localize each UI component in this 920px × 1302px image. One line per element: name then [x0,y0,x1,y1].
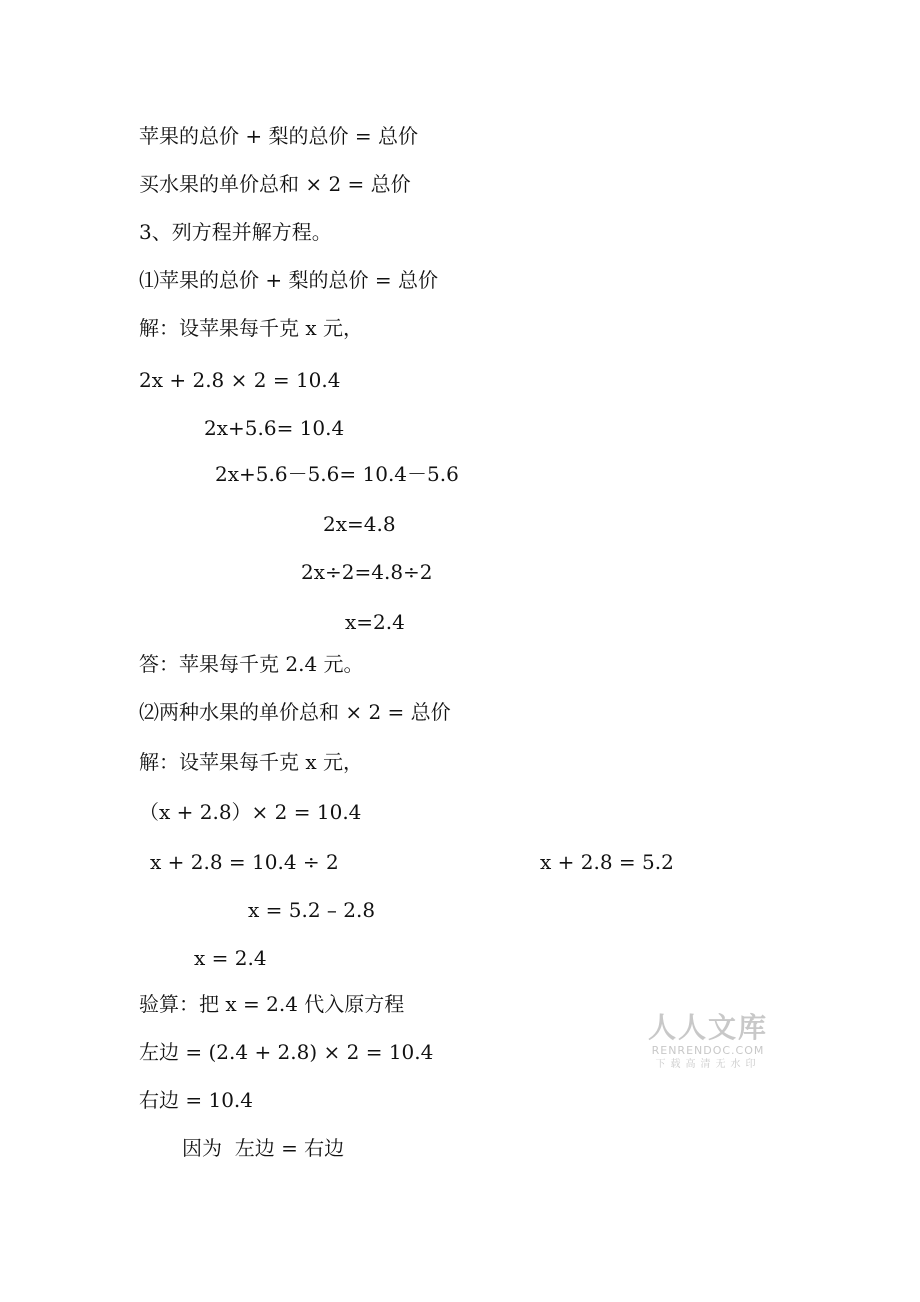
method-1-equation: 2x + 2.8 × 2 = 10.4 [139,368,341,392]
check-left-side: 左边 = (2.4 + 2.8) × 2 = 10.4 [139,1040,434,1064]
check-heading: 验算：把 x = 2.4 代入原方程 [139,992,405,1016]
check-conclusion: 因为 左边 = 右边 [182,1136,345,1160]
method-1-heading: ⑴苹果的总价 + 梨的总价 = 总价 [139,268,438,292]
method-1-step-3: 2x=4.8 [323,512,396,536]
method-1-step-4: 2x÷2=4.8÷2 [301,560,433,584]
method-2-step-3: x = 5.2 – 2.8 [248,898,376,922]
watermark-logo [642,1012,774,1072]
text-line-1: 苹果的总价 + 梨的总价 = 总价 [139,124,418,148]
check-right-side: 右边 = 10.4 [139,1088,254,1112]
watermark-title: 人人文库 [647,1011,768,1044]
method-1-step-2: 2x+5.6－5.6= 10.4－5.6 [215,462,459,486]
method-2-equation: （x + 2.8）× 2 = 10.4 [139,800,362,824]
method-1-result: x=2.4 [345,610,405,634]
method-2-result: x = 2.4 [194,946,267,970]
method-1-answer: 答：苹果每千克 2.4 元。 [139,652,364,676]
watermark-site: RENRENDOC.COM [651,1044,765,1057]
method-2-let: 解：设苹果每千克 x 元， [139,750,363,774]
method-2-heading: ⑵两种水果的单价总和 × 2 = 总价 [139,700,451,724]
section-heading: 3、列方程并解方程。 [139,220,332,244]
method-1-let: 解：设苹果每千克 x 元， [139,316,363,340]
watermark-subtitle: 下载高清无水印 [655,1059,761,1070]
method-2-step-2: x + 2.8 = 5.2 [540,850,674,874]
text-line-2: 买水果的单价总和 × 2 = 总价 [139,172,411,196]
method-1-step-1: 2x+5.6= 10.4 [204,416,345,440]
method-2-step-1: x + 2.8 = 10.4 ÷ 2 [150,850,339,874]
